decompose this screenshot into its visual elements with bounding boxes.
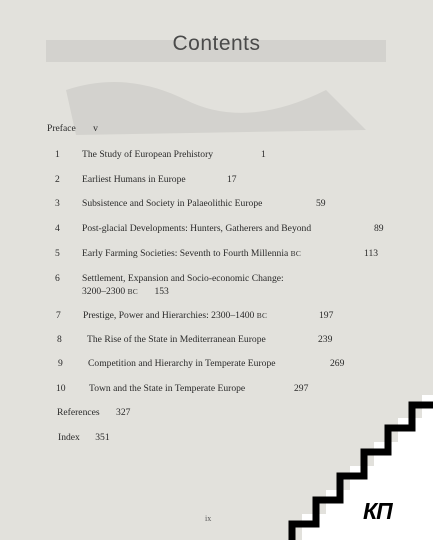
watermark-logo: КП — [363, 498, 392, 524]
chapter-page: 153 — [154, 286, 169, 297]
era-suffix: BC — [127, 287, 139, 296]
chapter-number: 8 — [57, 334, 62, 345]
chapter-page: 269 — [330, 358, 345, 369]
chapter-page: 297 — [294, 383, 309, 394]
chapter-page: 197 — [319, 310, 334, 321]
toc-page: v — [93, 123, 98, 134]
chapter-number: 9 — [58, 358, 63, 369]
chapter-title: Earliest Humans in Europe — [82, 174, 186, 185]
toc-label: References — [57, 407, 100, 418]
era-suffix: BC — [290, 249, 302, 258]
chapter-title: Competition and Hierarchy in Temperate Europe — [88, 358, 276, 369]
chapter-number: 5 — [55, 248, 60, 259]
chapter-page: 17 — [227, 174, 237, 185]
chapter-title: Early Farming Societies: Seventh to Fourth Millennia — [82, 248, 289, 259]
chapter-number: 7 — [56, 310, 61, 321]
chapter-page: 59 — [316, 198, 326, 209]
chapter-number: 1 — [55, 149, 60, 160]
chapter-page: 239 — [318, 334, 333, 345]
chapter-title: Post-glacial Developments: Hunters, Gatherers and Beyond — [82, 223, 312, 234]
era-suffix: BC — [256, 311, 268, 320]
toc-page: 327 — [116, 407, 131, 418]
chapter-number: 4 — [55, 223, 60, 234]
chapter-title: Town and the State in Temperate Europe — [89, 383, 246, 394]
chapter-page: 113 — [364, 248, 379, 259]
chapter-title: Prestige, Power and Hierarchies: 2300–1400 — [83, 310, 255, 321]
chapter-page: 1 — [261, 149, 266, 160]
page-folio: ix — [205, 514, 212, 523]
chapter-title: Subsistence and Society in Palaeolithic Europe — [82, 198, 263, 209]
chapter-title: The Study of European Prehistory — [82, 149, 214, 160]
chapter-number: 6 — [55, 273, 60, 284]
toc-page: 351 — [95, 432, 110, 443]
chapter-page: 89 — [374, 223, 384, 234]
chapter-title-cont: 3200–2300 — [82, 286, 126, 297]
chapter-number: 3 — [55, 198, 60, 209]
chapter-number: 10 — [56, 383, 66, 394]
toc-label: Index — [58, 432, 80, 443]
chapter-title: The Rise of the State in Mediterranean Europe — [87, 334, 266, 345]
chapter-number: 2 — [55, 174, 60, 185]
toc-label: Preface — [47, 123, 76, 134]
chapter-title: Settlement, Expansion and Socio-economic Change: — [82, 273, 284, 284]
page-title: Contents — [172, 32, 261, 55]
